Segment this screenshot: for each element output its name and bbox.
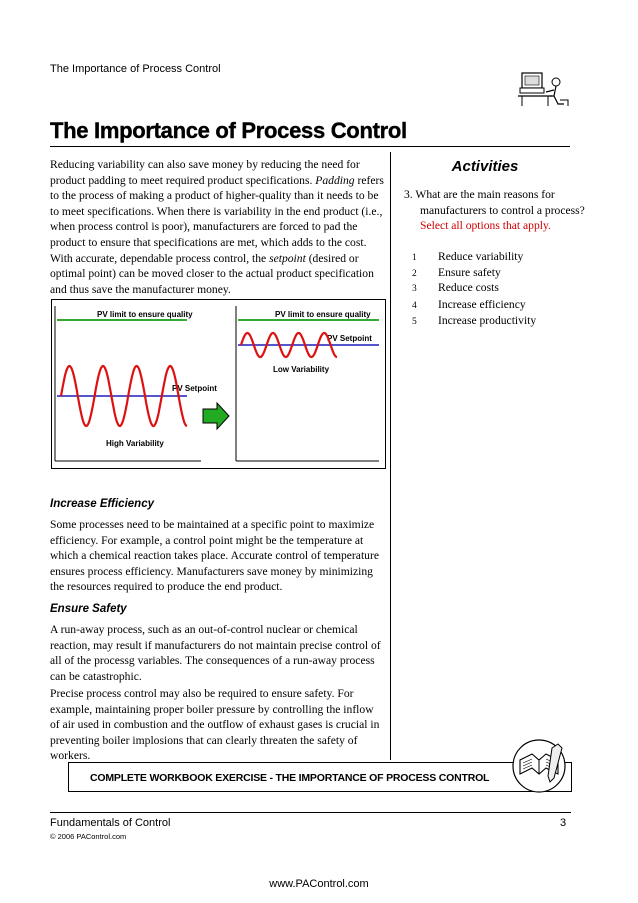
efficiency-heading: Increase Efficiency: [50, 498, 154, 510]
title-rule: [50, 146, 570, 147]
page-number: 3: [560, 817, 567, 829]
left-variability-label: High Variability: [106, 439, 164, 448]
activity-question: [404, 187, 599, 234]
footer-url[interactable]: www.PAControl.com: [269, 878, 369, 890]
option-4[interactable]: [412, 297, 526, 314]
question-instruction: Select all options that apply.: [420, 219, 551, 233]
term-padding: Padding: [315, 173, 355, 187]
option-number: 4: [412, 301, 417, 311]
running-header: The Importance of Process Control: [50, 63, 221, 75]
efficiency-paragraph: Some processes need to be maintained at a specific point to maximize efficiency. For example, a control point might be the temperature at which a chemical reaction takes place. Accurate control of temperature ensures process efficiency. Manufacturers save money by minimizing the resources required to produce the end product.: [50, 518, 379, 594]
option-number: 2: [412, 269, 417, 279]
footer-title: Fundamentals of Control: [50, 817, 171, 829]
option-label: Ensure safety: [438, 266, 501, 279]
variability-figure: [51, 299, 386, 469]
option-1[interactable]: [412, 249, 523, 266]
page-title: The Importance of Process Control: [50, 118, 407, 143]
safety-paragraph-1: A run-away process, such as an out-of-control nuclear or chemical reaction, may result if manufacturers do not maintain precise control of all of the processg variables. The consequences of a run-away process can be catastrophic.: [50, 623, 381, 683]
column-divider: [390, 152, 391, 760]
term-setpoint: setpoint: [269, 251, 306, 265]
safety-heading: Ensure Safety: [50, 603, 127, 615]
option-number: 5: [412, 317, 417, 327]
right-variability-label: Low Variability: [273, 365, 330, 374]
activities-heading: Activities: [451, 158, 519, 175]
option-label: Increase efficiency: [438, 298, 526, 311]
intro-paragraph: Reducing variability can also save money by reducing the need for product padding to meet required product specifications. Padding refers to the process of making a product of higher-quality than it needs to be to meet specifications. When there is variability in the end product (i.e., when process control is poor), manufacturers are forced to pad the product to ensure that specifications are met, which adds to the cost. With accurate, dependable process control, the setpoint (desired or optimal point) can be moved closer to the actual product specification and thus save the manufacturer money.: [50, 158, 384, 296]
option-number: 3: [412, 284, 417, 294]
option-5[interactable]: [412, 313, 536, 330]
option-label: Reduce variability: [438, 250, 524, 263]
left-limit-label: PV limit to ensure quality: [97, 310, 193, 319]
question-text: 3. What are the main reasons for manufacturers to control a process?: [404, 188, 585, 217]
option-number: 1: [412, 253, 417, 263]
option-label: Reduce costs: [438, 281, 499, 294]
left-setpoint-label: PV Setpoint: [172, 384, 217, 393]
copyright: © 2006 PAControl.com: [50, 832, 127, 841]
option-label: Increase productivity: [438, 314, 537, 327]
footer-rule: [50, 812, 571, 813]
safety-paragraph-2: Precise process control may also be required to ensure safety. For example, maintaining proper boiler pressure by controlling the inflow of air used in combustion and the outflow of exhaust gases is crucial in preventing boiler implosions that can clearly threaten the safety of workers.: [50, 687, 380, 763]
right-limit-label: PV limit to ensure quality: [275, 310, 371, 319]
option-3[interactable]: [412, 280, 499, 297]
book-pen-icon: [508, 738, 570, 794]
right-setpoint-label: PV Setpoint: [327, 334, 372, 343]
computer-user-icon: [512, 70, 572, 110]
workbook-exercise-label: COMPLETE WORKBOOK EXERCISE - THE IMPORTANCE OF PROCESS CONTROL: [90, 772, 490, 784]
